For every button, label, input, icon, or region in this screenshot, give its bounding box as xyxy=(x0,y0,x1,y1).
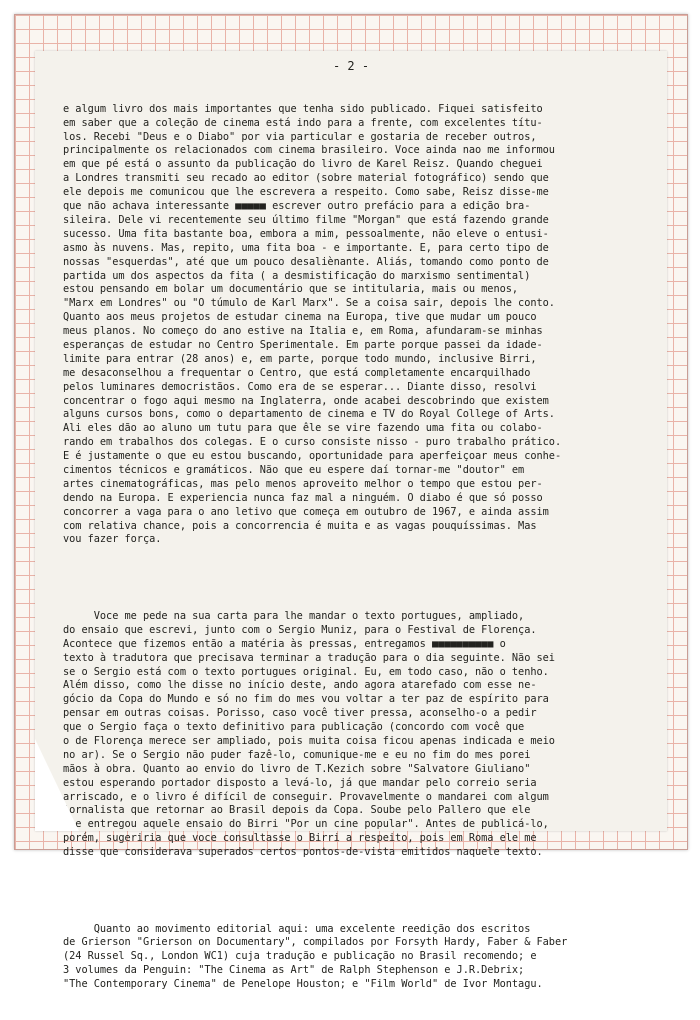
text-line: Além disso, como lhe disse no início deste, ando agora atarefado com esse ne- xyxy=(63,679,537,692)
text-line: meus planos. No começo do ano estive na Italia e, em Roma, afundaram-se minhas xyxy=(63,325,543,338)
text-line: principalmente os relacionados com cinema brasileiro. Voce ainda nao me informou xyxy=(63,144,555,157)
text-line: esperanças de estudar no Centro Sperimentale. Em parte porque passei da idade- xyxy=(63,338,543,351)
text-line: a Londres transmiti seu recado ao editor (sobre material fotográfico) sendo que xyxy=(63,172,549,185)
paragraph-2 xyxy=(63,610,659,860)
text-line: concorrer a vaga para o ano letivo que começa em outubro de 1967, e ainda assim xyxy=(63,505,549,518)
text-line: gócio da Copa do Mundo e só no fim do mes vou voltar a ter paz de espírito para xyxy=(63,693,549,706)
text-line: ele depois me comunicou que lhe escrevera a respeito. Como sabe, Reisz disse-me xyxy=(63,186,549,199)
text-line: lhe entregou aquele ensaio do Birri "Por un cine popular". Antes de publicá-lo, xyxy=(63,818,549,831)
text-line: Acontece que fizemos então a matéria às pressas, entregamos ■■■■■■■■■■ o xyxy=(63,637,506,650)
text-line: Voce me pede na sua carta para lhe mandar o texto portugues, ampliado, xyxy=(63,609,525,622)
text-line: mãos à obra. Quanto ao envio do livro de T.Kezich sobre "Salvatore Giuliano" xyxy=(63,762,531,775)
text-line: que o Sergio faça o texto definitivo para publicação (concordo com você que xyxy=(63,721,525,734)
paragraph-3 xyxy=(63,923,659,992)
text-line: pensar em outras coisas. Porisso, caso você tiver pressa, aconselho-o a pedir xyxy=(63,707,537,720)
text-line: partida um dos aspectos da fita ( a desmistificação do marxismo sentimental) xyxy=(63,269,531,282)
text-line: estou pensando em bolar um documentário que se intitularia, mais ou menos, xyxy=(63,283,519,296)
text-line: em que pé está o assunto da publicação do livro de Karel Reisz. Quando cheguei xyxy=(63,158,543,171)
text-line: que não achava interessante ■■■■■ escrever outro prefácio para a edição bra- xyxy=(63,200,531,213)
text-line: vou fazer força. xyxy=(63,533,162,546)
text-line: porém, sugeriria que voce consultasse o Birri a respeito, pois em Roma ele me xyxy=(63,832,537,845)
text-line: alguns cursos bons, como o departamento de cinema e TV do Royal College of Arts. xyxy=(63,408,555,421)
text-line: sileira. Dele vi recentemente seu último filme "Morgan" que está fazendo grande xyxy=(63,213,549,226)
text-line: concentrar o fogo aqui mesmo na Inglaterra, onde acabei descobrindo que existem xyxy=(63,394,549,407)
text-line: me desaconselhou a frequentar o Centro, que está completamente encarquilhado xyxy=(63,366,531,379)
text-line: arriscado, e o livro é difícil de conseguir. Provavelmente o mandarei com algum xyxy=(63,790,549,803)
text-line: dendo na Europa. E experiencia nunca faz mal a ninguém. O diabo é que só posso xyxy=(63,491,543,504)
text-line: Quanto aos meus projetos de estudar cinema na Europa, tive que mudar um pouco xyxy=(63,311,537,324)
text-line: limite para entrar (28 anos) e, em parte, porque todo mundo, inclusive Birri, xyxy=(63,352,537,365)
text-line: texto à tradutora que precisava terminar a tradução para o dia seguinte. Não sei xyxy=(63,651,555,664)
text-line: artes cinematográficas, mas pelo menos aproveito melhor o tempo que estou per- xyxy=(63,477,543,490)
text-line: "The Contemporary Cinema" de Penelope Houston; e "Film World" de Ivor Montagu. xyxy=(63,978,543,991)
typed-letter-page xyxy=(35,51,667,991)
text-line: em saber que a coleção de cinema está indo para a frente, com excelentes títu- xyxy=(63,116,543,129)
text-line: Ali eles dão ao aluno um tutu para que êle se vire fazendo uma fita ou colabo- xyxy=(63,422,543,435)
text-line: sucesso. Uma fita bastante boa, embora a mim, pessoalmente, não eleve o entusi- xyxy=(63,227,549,240)
text-line: e algum livro dos mais importantes que tenha sido publicado. Fiquei satisfeito xyxy=(63,102,543,115)
text-line: cimentos técnicos e gramáticos. Não que eu espere daí tornar-me "doutor" em xyxy=(63,463,525,476)
letter-body xyxy=(63,75,659,1020)
text-line: Quanto ao movimento editorial aqui: uma excelente reedição dos escritos xyxy=(63,922,531,935)
text-line: no ar). Se o Sergio não puder fazê-lo, comunique-me e eu no fim do mes porei xyxy=(63,748,531,761)
text-line: rando em trabalhos dos colegas. E o curso consiste nisso - puro trabalho prático. xyxy=(63,436,562,449)
folded-corner xyxy=(35,739,79,831)
text-line: o de Florença merece ser ampliado, pois muita coisa ficou apenas indicada e meio xyxy=(63,734,555,747)
graph-paper-background xyxy=(14,14,688,991)
text-line: (24 Russel Sq., London WC1) cuja tradução e publicação no Brasil recomendo; e xyxy=(63,950,537,963)
text-line: los. Recebi "Deus e o Diabo" por via particular e gostaria de receber outros, xyxy=(63,130,537,143)
text-line: disse que considerava superados certos pontos-de-vista emitidos naquele texto. xyxy=(63,846,543,859)
text-line: de Grierson "Grierson on Documentary", compilados por Forsyth Hardy, Faber & Faber xyxy=(63,936,568,949)
text-line: se o Sergio está com o texto portugues original. Eu, em todo caso, não o tenho. xyxy=(63,665,549,678)
text-line: "Marx em Londres" ou "O túmulo de Karl Marx". Se a coisa sair, depois lhe conto. xyxy=(63,297,555,310)
paragraph-1 xyxy=(63,103,659,548)
text-line: E é justamente o que eu estou buscando, oportunidade para aperfeiçoar meus conhe- xyxy=(63,450,562,463)
text-line: com relativa chance, pois a concorrencia é muita e as vagas pouquíssimas. Mas xyxy=(63,519,537,532)
text-line: pelos luminares democristãos. Como era de se esperar... Diante disso, resolvi xyxy=(63,380,537,393)
text-line: estou esperando portador disposto a levá-lo, já que mandar pelo correio seria xyxy=(63,776,537,789)
text-line: jornalista que retornar ao Brasil depois da Copa. Soube pelo Pallero que ele xyxy=(63,804,531,817)
page-number: - 2 - xyxy=(332,59,370,73)
text-line: asmo às nuvens. Mas, repito, uma fita boa - e importante. E, para certo tipo de xyxy=(63,241,549,254)
text-line: 3 volumes da Penguin: "The Cinema as Art" de Ralph Stephenson e J.R.Debrix; xyxy=(63,964,525,977)
text-line: nossas "esquerdas", até que um pouco desaliènante. Aliás, tomando como ponto de xyxy=(63,255,549,268)
text-line: do ensaio que escrevi, junto com o Sergio Muniz, para o Festival de Florença. xyxy=(63,623,537,636)
